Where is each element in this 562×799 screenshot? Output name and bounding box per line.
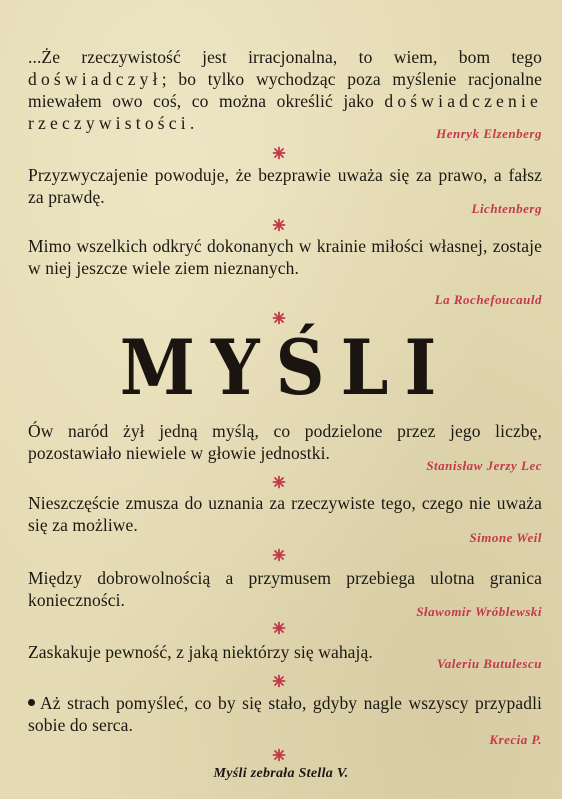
quote-text: Aż strach pomyśleć, co by się stało, gdyby nagle wszyscy przypadli sobie do serca. [28,693,542,735]
spaced-emphasis: doświadczenie rzeczywistości [28,91,542,133]
ornament-icon [272,218,286,232]
quote-author: Sławomir Wróblewski [416,604,542,619]
ornament-icon [272,146,286,160]
quote-text: Ów naród żył jedną myślą, co podzielone przez jego liczbę, pozostawiało niewiele w głowie jednostki. [28,421,542,463]
quote-text: Nieszczęście zmusza do uznania za rzeczywiste tego, czego nie uważa się za możliwe. [28,493,542,535]
quote-block [28,235,542,279]
quote-author: Lichtenberg [471,201,542,216]
ornament-icon [272,748,286,762]
ornament-icon [272,548,286,562]
quote-author: La Rochefoucauld [434,292,542,307]
quote-author: Simone Weil [469,530,542,545]
quote-text: ...Że rzeczywistość jest irracjonalna, to wiem, bom tego doświadczył; bo tylko wychodząc poza myślenie racjonalne miewałem owo coś, co można określić jako doświadczenie rzeczywistości. [28,47,542,133]
ornament-icon [272,674,286,688]
ornament-icon [272,621,286,635]
bullet-icon [28,699,35,706]
quote-block [28,164,542,208]
quote-author: Krecia P. [489,732,542,747]
ornament-icon [272,475,286,489]
quote-text: Między dobrowolnością a przymusem przebiega ulotna granica konieczności. [28,568,542,610]
quote-text: Przyzwyczajenie powoduje, że bezprawie uważa się za prawo, a fałsz za prawdę. [28,165,542,207]
quote-text: Mimo wszelkich odkryć dokonanych w krainie miłości własnej, zostaje w niej jeszcze wiele ziem nieznanych. [28,236,542,278]
page-title: MYŚLI [119,323,453,413]
quote-author: Valeriu Butulescu [437,656,542,671]
quote-block [28,46,542,134]
quote-block [28,692,542,736]
quote-text: Zaskakuje pewność, z jaką niektórzy się wahają. [28,642,373,662]
quote-author: Stanisław Jerzy Lec [426,458,542,473]
spaced-emphasis: doświadczył [28,69,162,89]
quote-author: Henryk Elzenberg [436,126,542,141]
quote-block [28,492,542,536]
compiler-credit: Myśli zebrała Stella V. [213,766,349,781]
